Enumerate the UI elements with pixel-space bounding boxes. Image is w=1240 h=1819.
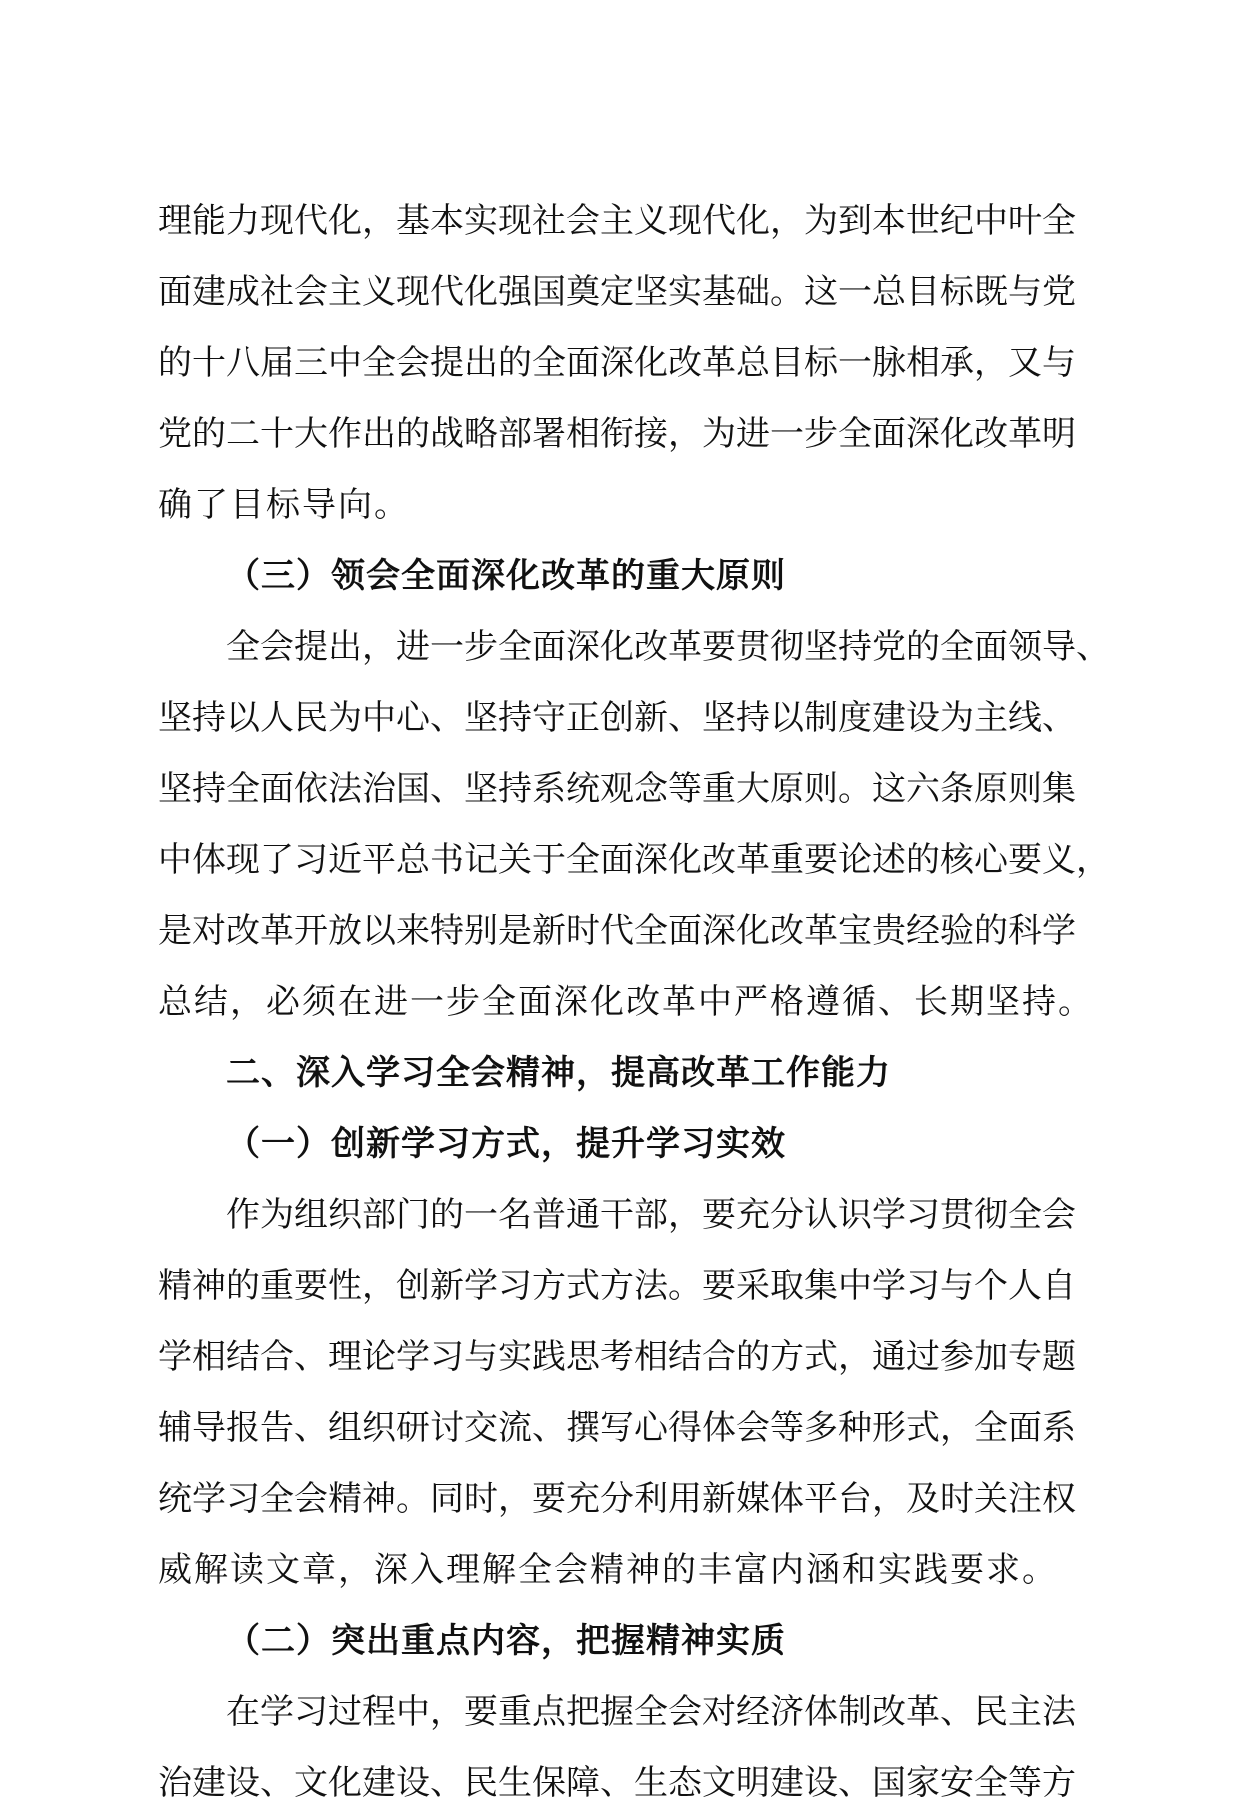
subsection-heading: （二）突出重点内容，把握精神实质 (226, 1621, 786, 1661)
paragraph-line: 威解读文章，深入理解全会精神的丰富内涵和实践要求。 (158, 1550, 1058, 1590)
paragraph-line: 理能力现代化，基本实现社会主义现代化，为到本世纪中叶全 (158, 201, 1076, 241)
paragraph-line: 作为组织部门的一名普通干部，要充分认识学习贯彻全会 (226, 1195, 1076, 1235)
paragraph-line: 全会提出，进一步全面深化改革要贯彻坚持党的全面领导、 (226, 627, 1110, 667)
document-body (158, 186, 1110, 1819)
paragraph-line: 在学习过程中，要重点把握全会对经济体制改革、民主法 (226, 1692, 1076, 1732)
paragraph-line: 确了目标导向。 (158, 485, 410, 525)
paragraph-line: 精神的重要性，创新学习方式方法。要采取集中学习与个人自 (158, 1266, 1076, 1306)
paragraph-line: 辅导报告、组织研讨交流、撰写心得体会等多种形式，全面系 (158, 1408, 1076, 1448)
paragraph-line: 是对改革开放以来特别是新时代全面深化改革宝贵经验的科学 (158, 911, 1076, 951)
paragraph-line: 治建设、文化建设、民生保障、生态文明建设、国家安全等方 (158, 1763, 1076, 1803)
section-heading: 二、深入学习全会精神，提高改革工作能力 (226, 1053, 891, 1093)
paragraph-line: 面建成社会主义现代化强国奠定坚实基础。这一总目标既与党 (158, 272, 1076, 312)
subsection-heading: （一）创新学习方式，提升学习实效 (226, 1124, 786, 1164)
paragraph-line: 坚持以人民为中心、坚持守正创新、坚持以制度建设为主线、 (158, 698, 1076, 738)
paragraph-line: 坚持全面依法治国、坚持系统观念等重大原则。这六条原则集 (158, 769, 1076, 809)
paragraph-line: 党的二十大作出的战略部署相衔接，为进一步全面深化改革明 (158, 414, 1076, 454)
paragraph-line: 的十八届三中全会提出的全面深化改革总目标一脉相承，又与 (158, 343, 1076, 383)
paragraph-line: 学相结合、理论学习与实践思考相结合的方式，通过参加专题 (158, 1337, 1076, 1377)
paragraph-line: 统学习全会精神。同时，要充分利用新媒体平台，及时关注权 (158, 1479, 1076, 1519)
paragraph-line: 总结，必须在进一步全面深化改革中严格遵循、长期坚持。 (158, 982, 1094, 1022)
paragraph-line: 中体现了习近平总书记关于全面深化改革重要论述的核心要义， (158, 840, 1110, 880)
section-heading: （三）领会全面深化改革的重大原则 (226, 556, 786, 596)
